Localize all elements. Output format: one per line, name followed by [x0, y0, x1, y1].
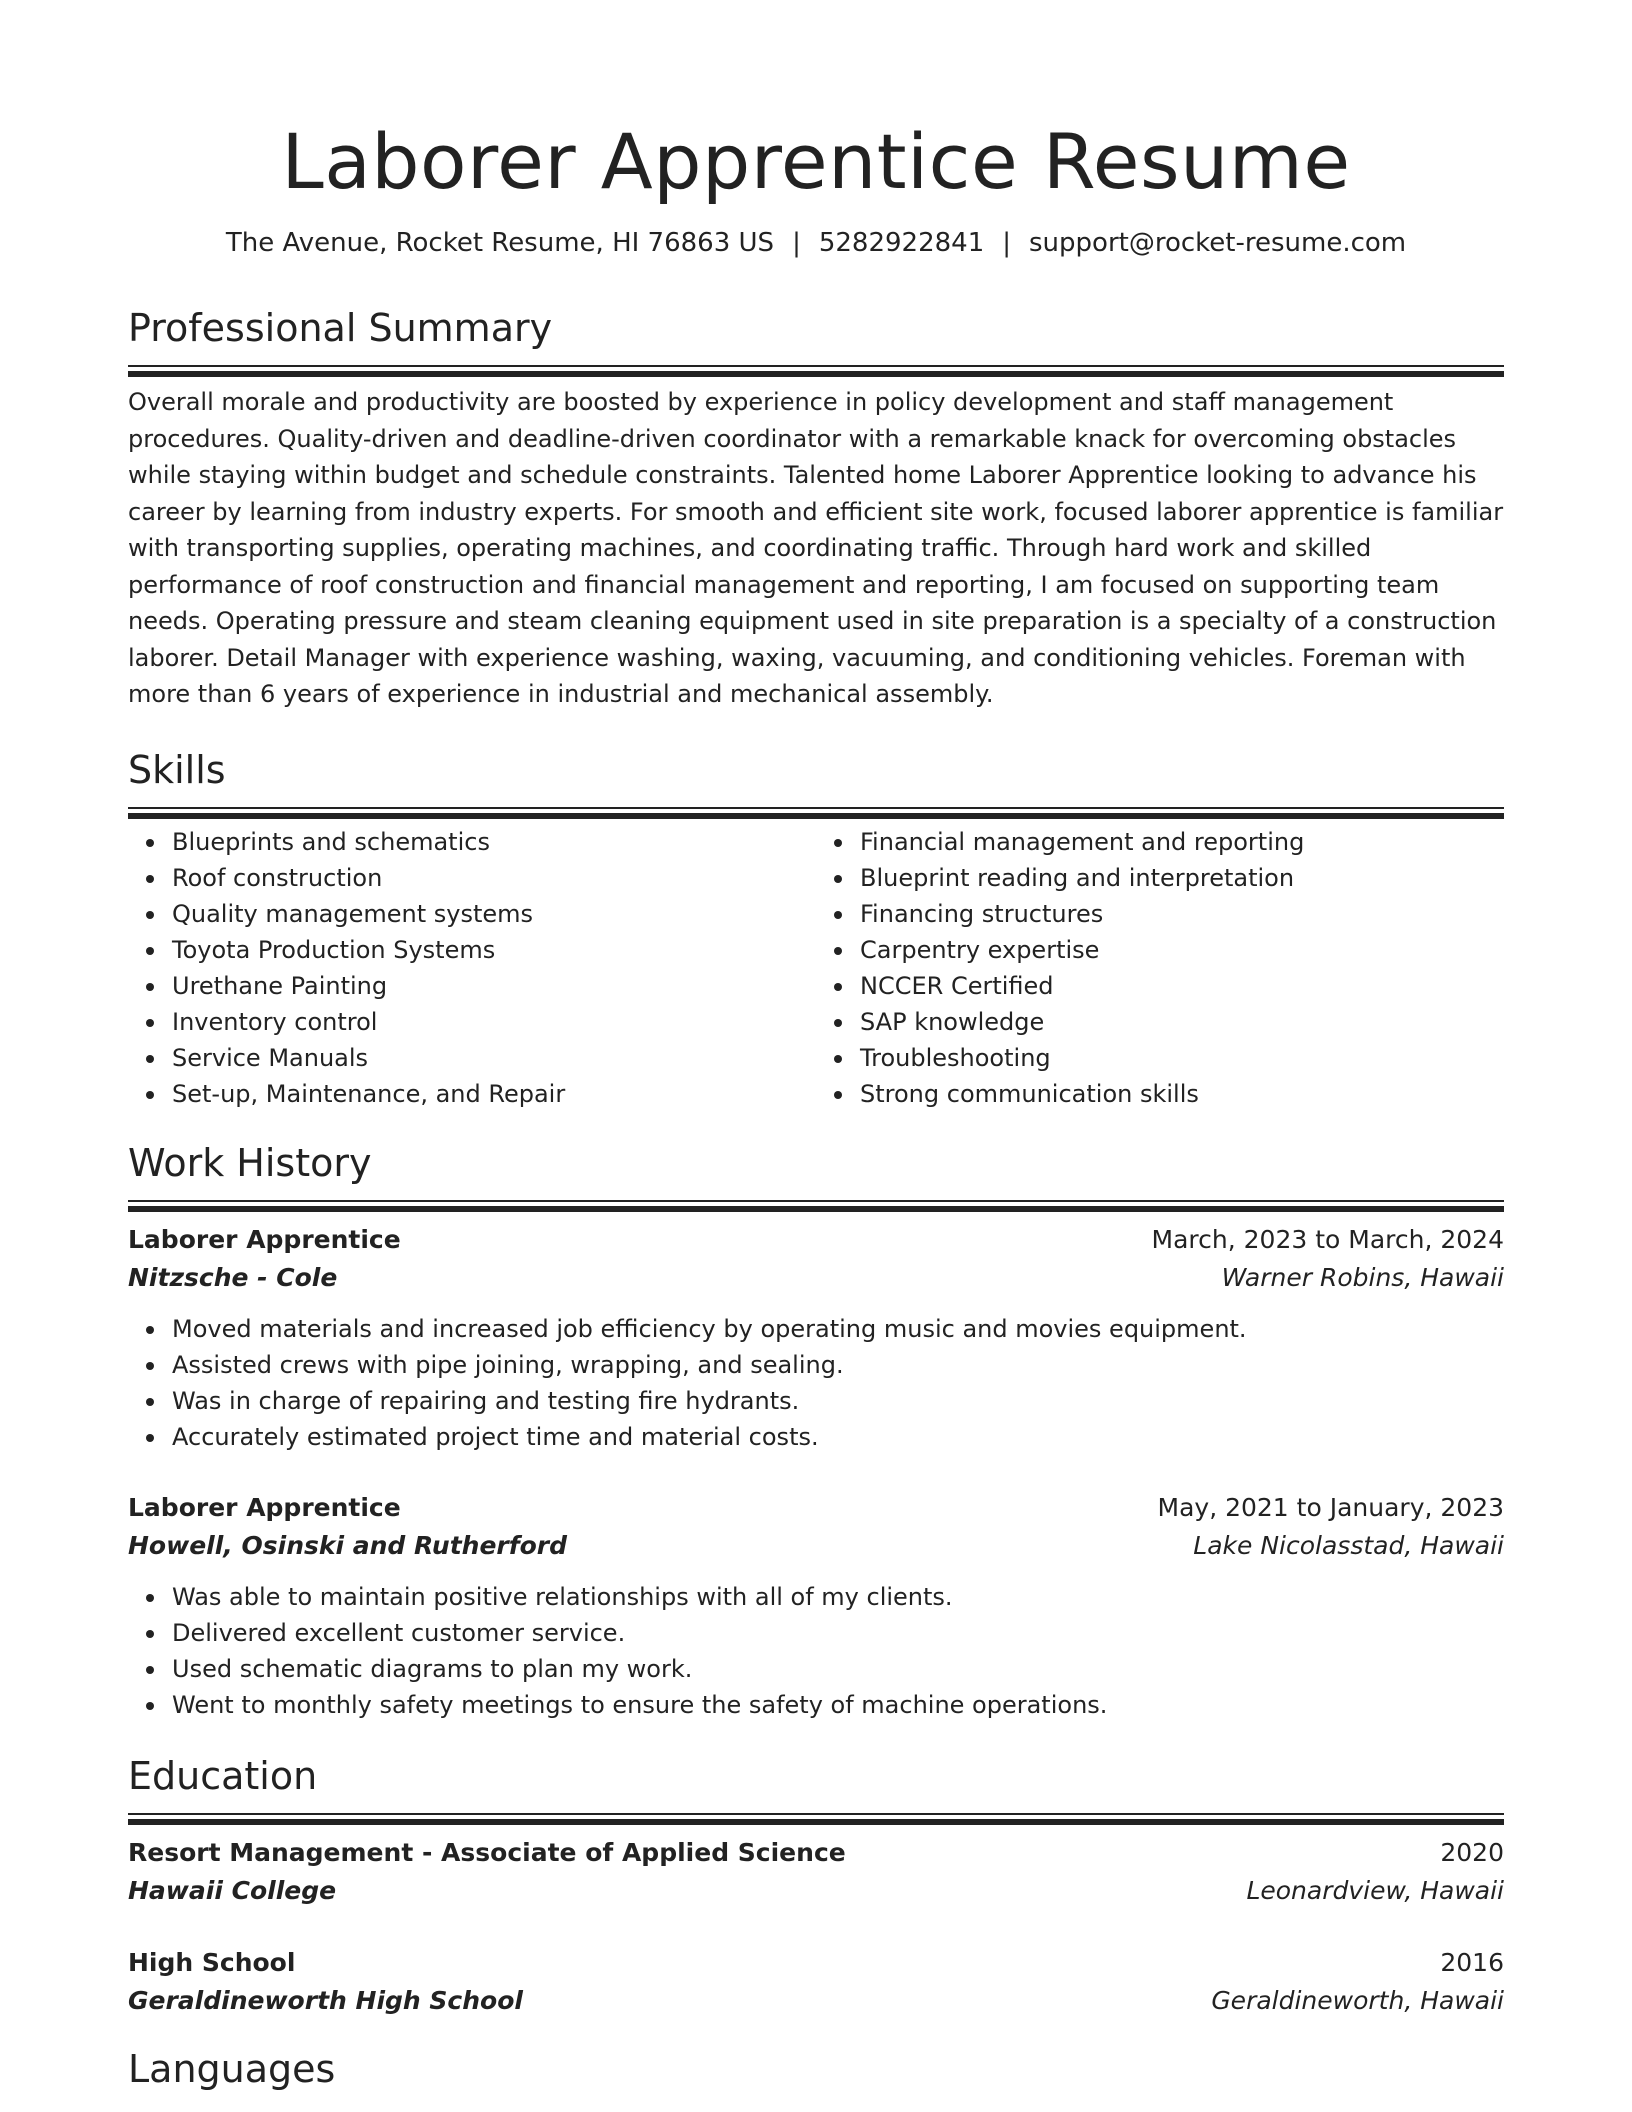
job-entry	[128, 1221, 1504, 1455]
job-dates: March, 2023 to March, 2024	[1151, 1224, 1504, 1254]
education-location: Leonardview, Hawaii	[1246, 1875, 1504, 1905]
job-title: Laborer Apprentice	[128, 1224, 401, 1254]
education-degree: Resort Management - Associate of Applied Science	[128, 1837, 846, 1867]
education-header-row	[128, 1834, 1504, 1872]
job-subheader-row	[128, 1259, 1504, 1297]
education-header-row	[128, 1944, 1504, 1982]
education-year: 2016	[1440, 1947, 1504, 1977]
skills-list-right	[816, 824, 1504, 1112]
section-divider	[128, 1813, 1504, 1818]
skill-item: Set-up, Maintenance, and Repair	[172, 1076, 816, 1112]
skill-item: Strong communication skills	[860, 1076, 1504, 1112]
section-heading-skills: Skills	[128, 747, 226, 792]
job-duty-item: Used schematic diagrams to plan my work.	[172, 1651, 1504, 1687]
contact-line	[128, 225, 1504, 261]
contact-separator: |	[1002, 228, 1012, 259]
job-duties-list	[128, 1579, 1504, 1723]
education-degree: High School	[128, 1947, 296, 1977]
education-section	[128, 1753, 1504, 2020]
summary-text: Overall morale and productivity are boosted by experience in policy development and staff management procedures. Quality-driven and deadline-driven coordinator with a remarkable knack for overcoming obstacles while staying within budget and schedule constraints. Talented home Laborer Apprentice looking to advance his career by learning from industry experts. For smooth and efficient site work, focused laborer apprentice is familiar with transporting supplies, operating machines, and coordinating traffic. Through hard work and skilled performance of roof construction and financial management and reporting, I am focused on supporting team needs. Operating pressure and steam cleaning equipment used in site preparation is a specialty of a construction laborer. Detail Manager with experience washing, waxing, vacuuming, and conditioning vehicles. Foreman with more than 6 years of experience in industrial and mechanical assembly.	[128, 388, 1504, 709]
section-heading-summary: Professional Summary	[128, 306, 553, 351]
job-duty-item: Accurately estimated project time and material costs.	[172, 1419, 1504, 1455]
job-duties-list	[128, 1311, 1504, 1455]
skills-grid	[128, 824, 1504, 1112]
resume-page	[128, 0, 1504, 2092]
education-location: Geraldineworth, Hawaii	[1211, 1985, 1504, 2015]
section-heading-languages: Languages	[128, 2046, 336, 2091]
languages-section	[128, 2046, 1504, 2092]
education-subheader-row	[128, 1982, 1504, 2020]
skill-item: Blueprints and schematics	[172, 824, 816, 860]
job-duty-item: Moved materials and increased job efficiency by operating music and movies equipment.	[172, 1311, 1504, 1347]
job-duty-item: Was able to maintain positive relationships with all of my clients.	[172, 1579, 1504, 1615]
job-dates: May, 2021 to January, 2023	[1157, 1492, 1504, 1522]
section-divider	[128, 365, 1504, 370]
section-heading-education: Education	[128, 1753, 318, 1798]
job-location: Warner Robins, Hawaii	[1221, 1262, 1504, 1292]
education-entry	[128, 1944, 1504, 2020]
skill-item: Inventory control	[172, 1004, 816, 1040]
job-company: Howell, Osinski and Rutherford	[128, 1530, 568, 1560]
skill-item: SAP knowledge	[860, 1004, 1504, 1040]
education-school: Hawaii College	[128, 1875, 337, 1905]
skill-item: Carpentry expertise	[860, 932, 1504, 968]
education-entry	[128, 1834, 1504, 1910]
skill-item: Quality management systems	[172, 896, 816, 932]
education-year: 2020	[1440, 1837, 1504, 1867]
contact-address: The Avenue, Rocket Resume, HI 76863 US	[225, 228, 775, 259]
skill-item: Financing structures	[860, 896, 1504, 932]
section-heading-work-history: Work History	[128, 1140, 372, 1185]
job-duty-item: Was in charge of repairing and testing fire hydrants.	[172, 1383, 1504, 1419]
skill-item: Blueprint reading and interpretation	[860, 860, 1504, 896]
education-school: Geraldineworth High School	[128, 1985, 523, 2015]
job-title: Laborer Apprentice	[128, 1492, 401, 1522]
job-duty-item: Delivered excellent customer service.	[172, 1615, 1504, 1651]
work-history-section	[128, 1140, 1504, 1723]
contact-separator: |	[792, 228, 801, 259]
job-duty-item: Went to monthly safety meetings to ensure the safety of machine operations.	[172, 1687, 1504, 1723]
summary-section	[128, 305, 1504, 713]
job-duty-item: Assisted crews with pipe joining, wrapping, and sealing.	[172, 1347, 1504, 1383]
skills-list-left	[128, 824, 816, 1112]
job-header-row	[128, 1221, 1504, 1259]
section-divider	[128, 1200, 1504, 1205]
skill-item: NCCER Certified	[860, 968, 1504, 1004]
job-entry	[128, 1489, 1504, 1723]
skill-item: Troubleshooting	[860, 1040, 1504, 1076]
skill-item: Roof construction	[172, 860, 816, 896]
skill-item: Service Manuals	[172, 1040, 816, 1076]
job-subheader-row	[128, 1527, 1504, 1565]
skill-item: Financial management and reporting	[860, 824, 1504, 860]
resume-title: Laborer Apprentice Resume	[281, 117, 1351, 206]
job-company: Nitzsche - Cole	[128, 1262, 338, 1292]
education-subheader-row	[128, 1872, 1504, 1910]
contact-phone: 5282922841	[818, 228, 985, 259]
skill-item: Toyota Production Systems	[172, 932, 816, 968]
skill-item: Urethane Painting	[172, 968, 816, 1004]
job-header-row	[128, 1489, 1504, 1527]
section-divider	[128, 807, 1504, 812]
skills-section	[128, 747, 1504, 1112]
contact-email: support@rocket-resume.com	[1029, 228, 1407, 259]
job-location: Lake Nicolasstad, Hawaii	[1193, 1530, 1504, 1560]
